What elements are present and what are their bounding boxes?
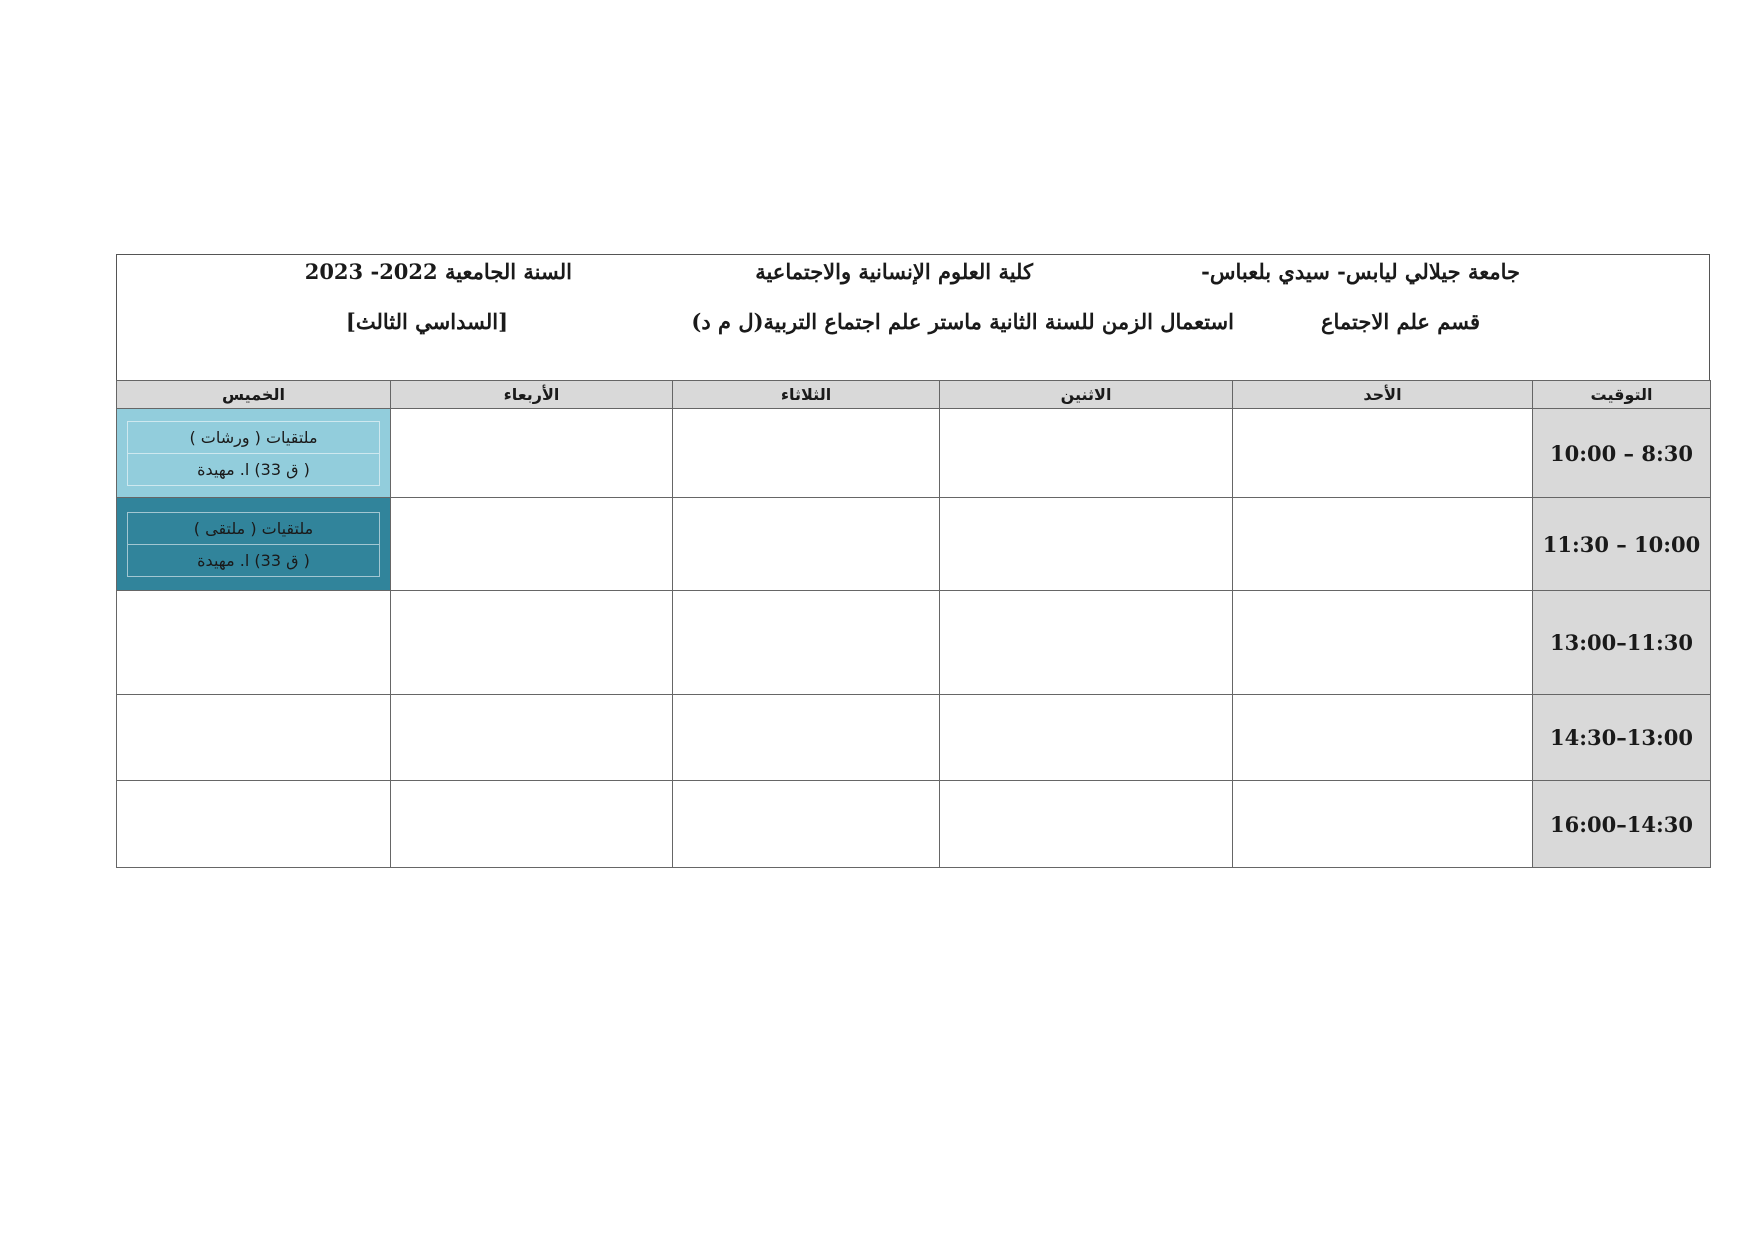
schedule-cell — [117, 591, 391, 695]
session-room: ( ق 33) ا. مهيدة — [128, 453, 379, 485]
column-header-thursday: الخميس — [117, 381, 391, 409]
time-slot-cell: 14:30–13:00 — [1533, 695, 1711, 781]
column-header-sunday: الأحد — [1233, 381, 1533, 409]
department-name: قسم علم الاجتماع — [1320, 309, 1480, 334]
schedule-cell — [673, 591, 940, 695]
table-row — [117, 695, 1711, 781]
table-row — [117, 781, 1711, 868]
session-title: ملتقيات ( ورشات ) — [189, 427, 318, 447]
session-cell-workshops — [117, 409, 391, 498]
column-header-monday: الاثنين — [940, 381, 1233, 409]
schedule-cell — [673, 409, 940, 498]
schedule-cell — [117, 781, 391, 868]
schedule-cell — [1233, 409, 1533, 498]
table-row — [117, 409, 1711, 498]
schedule-cell — [391, 591, 673, 695]
schedule-cell — [940, 781, 1233, 868]
session-title: ملتقيات ( ملتقى ) — [193, 518, 314, 538]
academic-year: السنة الجامعية 2022- 2023 — [304, 259, 572, 284]
faculty-name: كلية العلوم الإنسانية والاجتماعية — [755, 259, 1033, 284]
program-title: استعمال الزمن للسنة الثانية ماستر علم اجتماع التربية(ل م د) — [691, 309, 1234, 334]
time-slot-cell: 16:00–14:30 — [1533, 781, 1711, 868]
table-row — [117, 591, 1711, 695]
table-row — [117, 498, 1711, 591]
schedule-cell — [673, 781, 940, 868]
schedule-cell — [673, 498, 940, 591]
schedule-cell — [940, 409, 1233, 498]
time-slot-cell: 13:00–11:30 — [1533, 591, 1711, 695]
column-header-tuesday: الثلاثاء — [673, 381, 940, 409]
university-name: جامعة جيلالي ليابس- سيدي بلعباس- — [1201, 259, 1520, 284]
schedule-cell — [117, 695, 391, 781]
schedule-cell — [1233, 781, 1533, 868]
session-room: ( ق 33) ا. مهيدة — [128, 544, 379, 576]
schedule-cell — [673, 695, 940, 781]
time-slot-cell: 10:00 – 8:30 — [1533, 409, 1711, 498]
schedule-cell — [940, 591, 1233, 695]
schedule-cell — [940, 498, 1233, 591]
schedule-cell — [391, 695, 673, 781]
schedule-cell — [940, 695, 1233, 781]
time-slot-cell: 11:30 – 10:00 — [1533, 498, 1711, 591]
column-header-time: التوقيت — [1533, 381, 1711, 409]
schedule-cell — [391, 498, 673, 591]
schedule-cell — [1233, 695, 1533, 781]
column-header-wednesday: الأربعاء — [391, 381, 673, 409]
schedule-cell — [1233, 498, 1533, 591]
schedule-cell — [391, 409, 673, 498]
semester-label: [السداسي الثالث] — [345, 309, 508, 334]
timetable — [116, 380, 1711, 868]
schedule-cell — [391, 781, 673, 868]
header-row — [117, 381, 1711, 409]
schedule-cell — [1233, 591, 1533, 695]
session-cell-seminar — [117, 498, 391, 591]
